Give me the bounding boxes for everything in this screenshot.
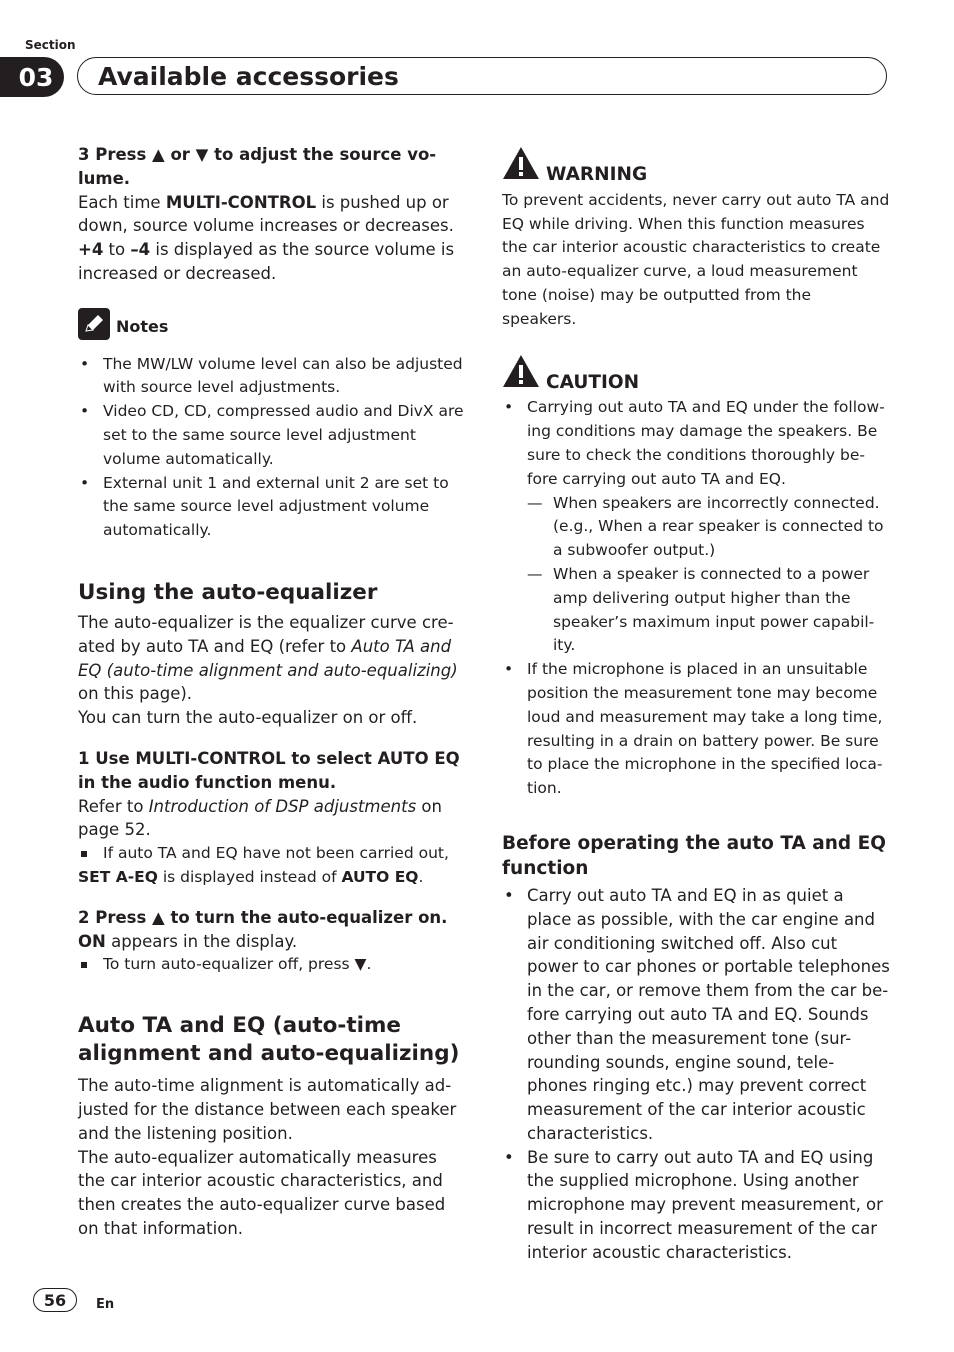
step1-title: 1 Use MULTI-CONTROL to select AUTO EQ in the audio function menu.: [78, 748, 460, 792]
display-text: SET A-EQ: [78, 867, 158, 886]
page-title-text: Available accessories: [98, 61, 399, 91]
value-minus: –4: [130, 240, 151, 260]
caution-item: • If the microphone is placed in an unsuitable position the measurement tone may become loud and measurement may take a long time, resulting in a drain on battery power. Be sure to place the microphone in the specified loca-tion.: [502, 658, 890, 801]
caution-item-text: Carrying out auto TA and EQ under the follow-ing conditions may damage the speakers. Be sure to check the conditions thoroughly be-fore carrying out auto TA and EQ.: [527, 398, 885, 488]
cross-reference: Auto TA and EQ (auto-time alignment and auto-equalizing): [78, 636, 458, 680]
text: on this page).: [78, 684, 193, 704]
notes-icon: [78, 308, 110, 347]
text: appears in the display.: [105, 931, 298, 951]
display-text: AUTO EQ: [341, 867, 419, 886]
text: on page 52.: [78, 796, 442, 840]
control-name: MULTI-CONTROL: [165, 192, 317, 212]
caution-item: [502, 396, 890, 658]
autoeq-paragraph-2: You can turn the auto-equalizer on or off.: [78, 708, 418, 728]
warning-label: WARNING: [546, 164, 648, 185]
caution-subitem: — When speakers are incorrectly connected. (e.g., When a rear speaker is connected to a subwoofer output.): [527, 492, 890, 563]
step3-title: 3 Press ▲ or ▼ to adjust the source vo-lume.: [78, 145, 437, 188]
page-title: [77, 57, 887, 95]
left-column: [78, 143, 466, 1241]
autota-paragraph-2: The auto-equalizer automatically measures the car interior acoustic characteristics, and then creates the auto-equalizer curve based on that information.: [78, 1147, 446, 1238]
warning-text: To prevent accidents, never carry out auto TA and EQ while driving. When this function measures the car interior acoustic characteristics to create an auto-equalizer curve, a loud measurement tone (noise) may be outputted from the speakers.: [502, 190, 890, 328]
step1-reference: [78, 795, 466, 843]
heading-auto-ta-eq: Auto TA and EQ (auto-time alignment and auto-equalizing): [78, 1013, 460, 1067]
cross-reference: Introduction of DSP adjustments: [148, 796, 417, 816]
page-number: 56: [33, 1288, 77, 1312]
caution-sublist: [527, 492, 890, 659]
note-item: • The MW/LW volume level can also be adjusted with source level adjustments.: [78, 353, 466, 401]
heading-using-auto-equalizer: Using the auto-equalizer: [78, 579, 378, 605]
step3-paragraph-2: [78, 238, 466, 286]
section-label: Section: [25, 38, 76, 52]
caution-subitem: — When a speaker is connected to a power amp delivering output higher than the speaker’s maximum input power capabil-ity.: [527, 563, 890, 658]
note-item: • Video CD, CD, compressed audio and DivX are set to the same source level adjustment volume automatically.: [78, 400, 466, 471]
display-text: ON: [78, 931, 106, 951]
notes-label: Notes: [116, 317, 169, 337]
before-item: • Be sure to carry out auto TA and EQ using the supplied microphone. Using another microphone may prevent measurement, or result in incorrect measurement of the car interior acoustic characteristics.: [502, 1146, 890, 1265]
caution-list: [502, 396, 890, 801]
value-plus: +4: [78, 240, 104, 260]
text: The auto-equalizer is the equalizer curve cre-ated by auto TA and EQ (refer to: [78, 612, 454, 656]
text: is displayed as the source volume is increased or decreased.: [78, 240, 455, 283]
text: Refer to: [78, 796, 149, 816]
text: .: [418, 867, 424, 886]
caution-icon: [502, 354, 540, 395]
note-item: • External unit 1 and external unit 2 are set to the same source level adjustment volume automatically.: [78, 472, 466, 543]
warning-header: [502, 146, 890, 187]
warning-icon: [502, 146, 540, 187]
right-column: [502, 146, 890, 1265]
step2-title: 2 Press ▲ to turn the auto-equalizer on.: [78, 907, 448, 927]
text: is displayed instead of: [157, 867, 342, 886]
caution-header: [502, 354, 890, 395]
step2-paragraph: [78, 930, 466, 954]
step1-note: [78, 842, 466, 890]
heading-before-operating: Before operating the auto TA and EQ function: [502, 832, 886, 879]
step2-note: To turn auto-equalizer off, press ▼.: [78, 953, 466, 977]
section-number: 03: [0, 57, 64, 97]
step3-paragraph-1: [78, 191, 466, 239]
caution-label: CAUTION: [546, 371, 640, 393]
autoeq-paragraph-1: [78, 611, 466, 706]
text: Each time: [78, 192, 166, 212]
autota-paragraph-1: The auto-time alignment is automatically ad-justed for the distance between each speaker and the listening position.: [78, 1076, 457, 1143]
before-item: • Carry out auto TA and EQ in as quiet a place as possible, with the car engine and air conditioning switched off. Also cut power to car phones or portable telephones in the car, or remove them from the car be-fore carrying out auto TA and EQ. Sounds other than the measurement tone (sur-rounding sounds, engine sound, tele-phones ringing etc.) may prevent correct measurement of the car interior acoustic characteristics.: [502, 884, 890, 1146]
language-code: En: [96, 1297, 115, 1312]
text: is pushed up or down, source volume increases or decreases.: [78, 192, 454, 236]
text: If auto TA and EQ have not been carried out,: [103, 844, 449, 863]
before-list: [502, 884, 890, 1265]
notes-list: [78, 353, 466, 543]
text: to: [103, 240, 131, 260]
notes-header: [78, 308, 466, 347]
